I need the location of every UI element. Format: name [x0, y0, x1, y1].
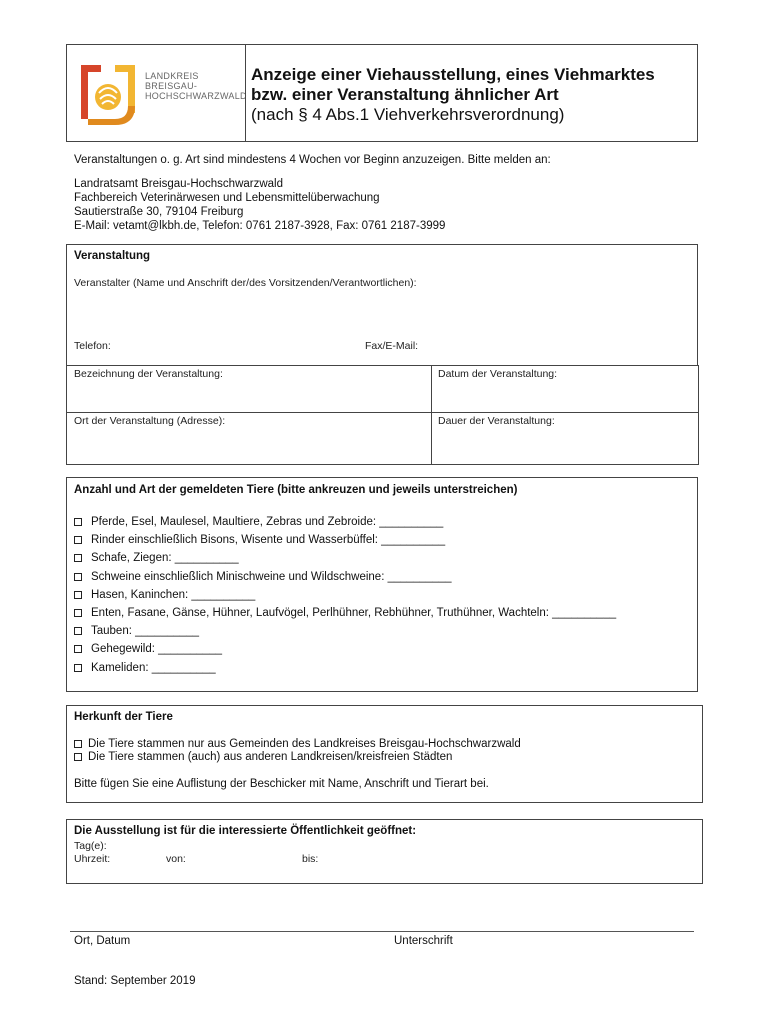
- checkbox[interactable]: [74, 645, 82, 653]
- intro-text: Veranstaltungen o. g. Art sind mindestens 4 Wochen vor Beginn anzuzeigen. Bitte melden an:: [74, 154, 551, 166]
- von-field[interactable]: [193, 851, 293, 865]
- oeffentlichkeit-title: Die Ausstellung ist für die interessierte Öffentlichkeit geöffnet:: [74, 825, 417, 837]
- header-divider: [245, 45, 246, 141]
- form-title-line-1: Anzeige einer Viehausstellung, eines Viehmarktes: [251, 65, 655, 84]
- ort-cell[interactable]: [66, 412, 432, 465]
- tiere-checklist: [74, 513, 616, 677]
- address-block: [74, 177, 445, 233]
- dauer-cell[interactable]: [431, 412, 699, 465]
- oeffentlichkeit-section: [66, 819, 703, 884]
- checkbox[interactable]: [74, 740, 82, 748]
- bezeichnung-label: Bezeichnung der Veranstaltung:: [74, 368, 223, 380]
- bezeichnung-cell[interactable]: [66, 365, 432, 413]
- veranstalter-field[interactable]: [74, 293, 684, 337]
- telefon-label: Telefon:: [74, 340, 111, 352]
- checkbox[interactable]: [74, 573, 82, 581]
- uhrzeit-label: Uhrzeit:: [74, 853, 111, 865]
- checkbox[interactable]: [74, 753, 82, 761]
- tiere-item-rinder[interactable]: [74, 531, 616, 549]
- form-subtitle: (nach § 4 Abs.1 Viehverkehrsverordnung): [251, 105, 565, 124]
- signature-line: [70, 931, 694, 932]
- tiere-item-kameliden[interactable]: [74, 659, 616, 677]
- header-box: [66, 44, 698, 142]
- herkunft-option-label: Die Tiere stammen (auch) aus anderen Landkreisen/kreisfreien Städten: [88, 751, 453, 763]
- form-title-block: [251, 65, 691, 125]
- logo-text: [145, 71, 247, 101]
- von-label: von:: [166, 853, 186, 865]
- tiere-item-hasen[interactable]: [74, 586, 616, 604]
- address-line: Landratsamt Breisgau-Hochschwarzwald: [74, 178, 284, 190]
- checkbox[interactable]: [74, 518, 82, 526]
- stand-date: Stand: September 2019: [74, 975, 196, 987]
- tiere-item-label: Kameliden: __________: [91, 661, 216, 674]
- tiere-item-label: Rinder einschließlich Bisons, Wisente und Wasserbüffel: __________: [91, 534, 446, 547]
- fax-email-field[interactable]: [427, 338, 687, 356]
- herkunft-option-2[interactable]: [74, 750, 452, 764]
- ort-datum-label: Ort, Datum: [74, 935, 131, 947]
- address-line: E-Mail: vetamt@lkbh.de, Telefon: 0761 2187-3928, Fax: 0761 2187-3999: [74, 220, 446, 232]
- tiere-item-label: Hasen, Kaninchen: __________: [91, 588, 256, 601]
- tiere-item-label: Tauben: __________: [91, 625, 200, 638]
- logo-line: HOCHSCHWARZWALD: [145, 91, 247, 101]
- veranstaltung-section: [66, 244, 698, 366]
- tiere-item-label: Pferde, Esel, Maulesel, Maultiere, Zebras und Zebroide: __________: [91, 516, 444, 528]
- checkbox[interactable]: [74, 609, 82, 617]
- herkunft-note: Bitte fügen Sie eine Auflistung der Beschicker mit Name, Anschrift und Tierart bei.: [74, 778, 489, 790]
- logo-line: BREISGAU-: [145, 81, 198, 91]
- tage-field[interactable]: [127, 838, 687, 852]
- ort-label: Ort der Veranstaltung (Adresse):: [74, 415, 226, 427]
- bis-label: bis:: [302, 853, 319, 865]
- veranstaltung-title: Veranstaltung: [74, 250, 151, 262]
- address-line: Sautierstraße 30, 79104 Freiburg: [74, 206, 244, 218]
- tiere-item-schafe[interactable]: [74, 549, 616, 567]
- herkunft-section: [66, 705, 703, 803]
- herkunft-option-label: Die Tiere stammen nur aus Gemeinden des Landkreises Breisgau-Hochschwarzwald: [88, 738, 521, 750]
- tiere-title: Anzahl und Art der gemeldeten Tiere (bitte ankreuzen und jeweils unterstreichen): [74, 484, 518, 496]
- tage-label: Tag(e):: [74, 840, 107, 852]
- checkbox[interactable]: [74, 591, 82, 599]
- datum-cell[interactable]: [431, 365, 699, 413]
- tiere-item-label: Gehegewild: __________: [91, 643, 223, 656]
- tiere-item-pferde[interactable]: [74, 513, 616, 531]
- checkbox[interactable]: [74, 627, 82, 635]
- logo-line: LANDKREIS: [145, 71, 199, 81]
- form-title-line-2: bzw. einer Veranstaltung ähnlicher Art: [251, 85, 559, 104]
- tiere-item-label: Enten, Fasane, Gänse, Hühner, Laufvögel, Perlhühner, Rebhühner, Truthühner, Wachteln: __________: [91, 606, 617, 619]
- telefon-field[interactable]: [127, 338, 357, 356]
- tiere-item-gefluegel[interactable]: [74, 604, 616, 622]
- herkunft-title: Herkunft der Tiere: [74, 711, 173, 723]
- checkbox[interactable]: [74, 536, 82, 544]
- tiere-item-tauben[interactable]: [74, 622, 616, 640]
- landkreis-logo: [79, 63, 247, 125]
- veranstalter-label: Veranstalter (Name und Anschrift der/des Vorsitzenden/Verantwortlichen):: [74, 277, 417, 289]
- datum-label: Datum der Veranstaltung:: [438, 368, 558, 380]
- fax-email-label: Fax/E-Mail:: [365, 340, 419, 352]
- herkunft-option-1[interactable]: [74, 737, 521, 751]
- checkbox[interactable]: [74, 664, 82, 672]
- landkreis-emblem-icon: [79, 63, 139, 125]
- checkbox[interactable]: [74, 554, 82, 562]
- tiere-item-label: Schafe, Ziegen: __________: [91, 552, 239, 565]
- bis-field[interactable]: [323, 851, 443, 865]
- tiere-item-schweine[interactable]: [74, 568, 616, 586]
- unterschrift-label: Unterschrift: [394, 935, 453, 947]
- address-line: Fachbereich Veterinärwesen und Lebensmittelüberwachung: [74, 192, 380, 204]
- dauer-label: Dauer der Veranstaltung:: [438, 415, 555, 427]
- tiere-item-label: Schweine einschließlich Minischweine und Wildschweine: __________: [91, 570, 452, 583]
- tiere-item-gehegewild[interactable]: [74, 640, 616, 658]
